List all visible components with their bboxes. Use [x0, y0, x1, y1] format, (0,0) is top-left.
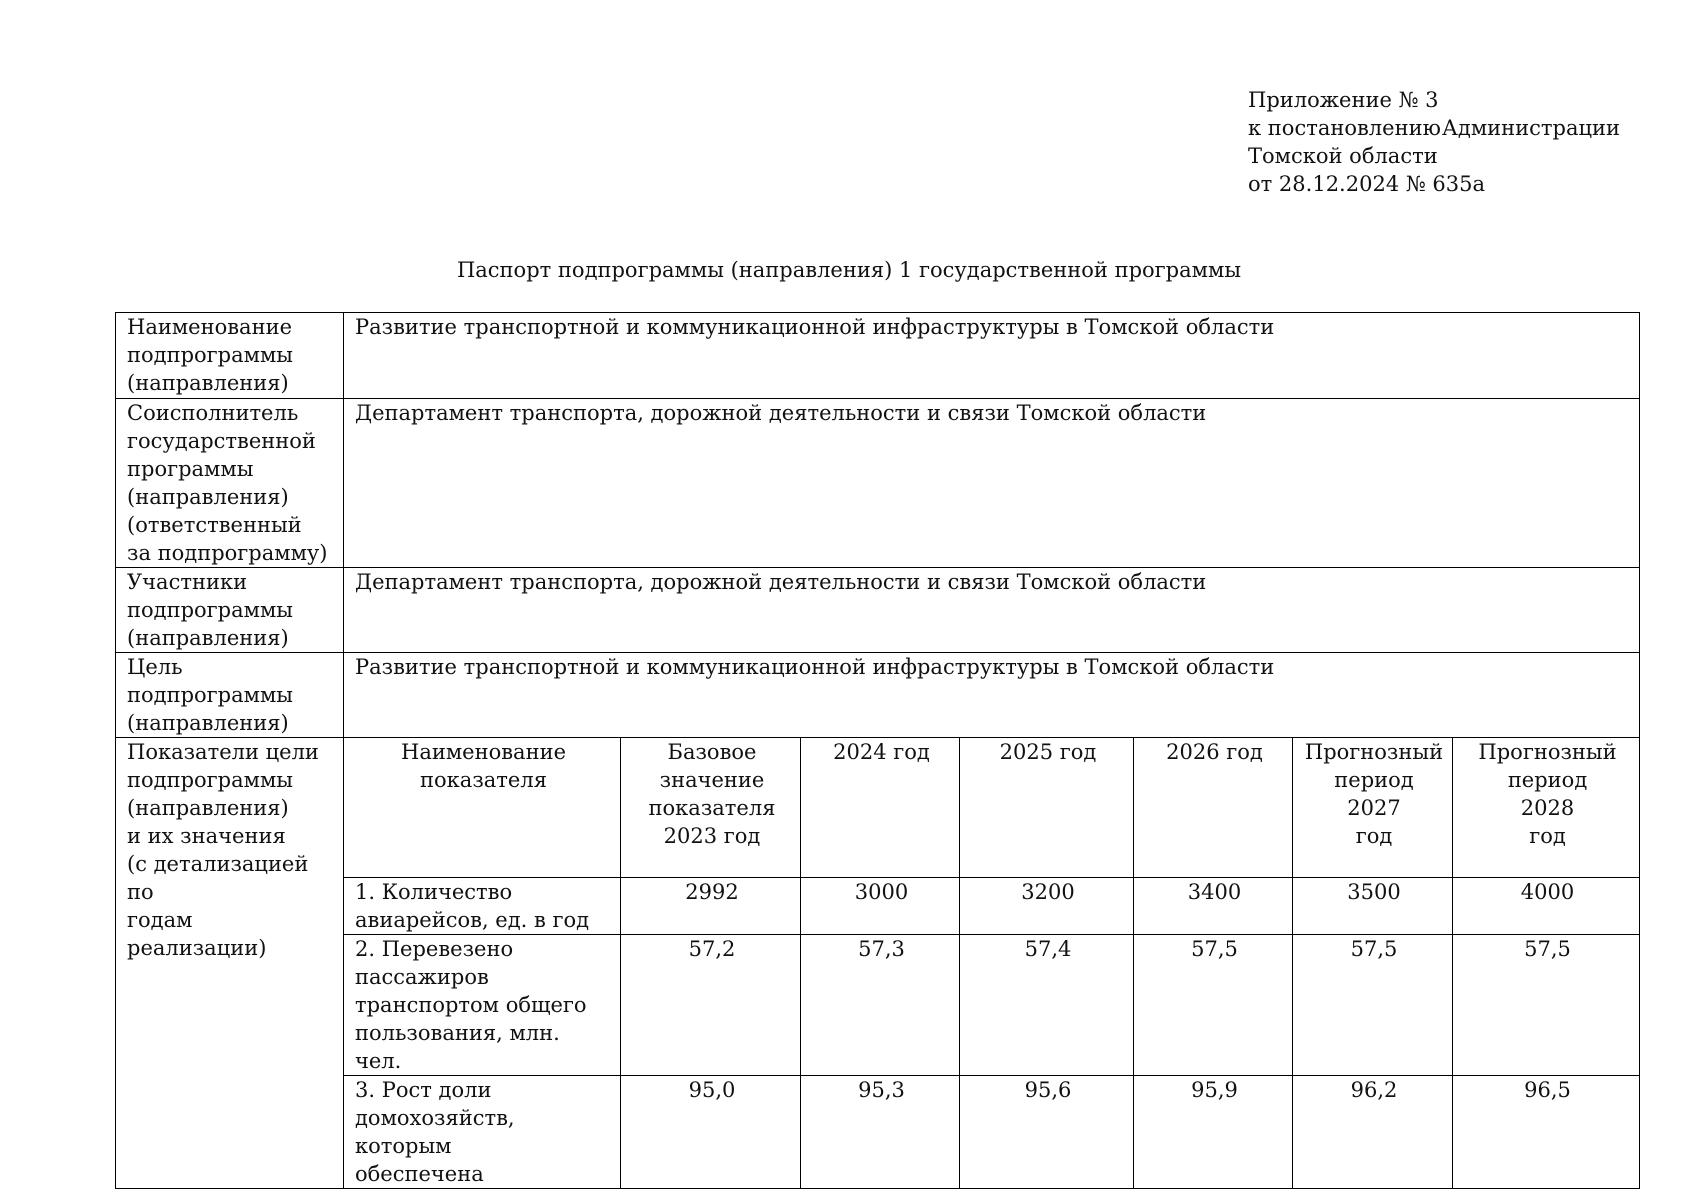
indicator-value: 3500: [1293, 878, 1453, 935]
header-year-2024: 2024 год: [801, 738, 960, 878]
indicator-value: 3000: [801, 878, 960, 935]
indicator-value: 57,5: [1134, 935, 1293, 1076]
table-row: [116, 935, 1640, 1076]
header-forecast-2028: Прогнозный период 2028 год: [1453, 738, 1640, 878]
indicator-value: 95,0: [621, 1076, 801, 1189]
passport-table: [115, 312, 1640, 1189]
indicator-value: 57,5: [1453, 935, 1640, 1076]
appendix-number: Приложение № 3: [1248, 88, 1439, 112]
indicator-value: 95,6: [960, 1076, 1134, 1189]
table-row: [116, 1076, 1640, 1189]
table-row: [116, 878, 1640, 935]
indicator-value: 57,3: [801, 935, 960, 1076]
document-title: Паспорт подпрограммы (направления) 1 государственной программы: [456, 258, 1242, 282]
header-indicator-name: Наименование показателя: [344, 738, 621, 878]
indicator-value: 3400: [1134, 878, 1293, 935]
goal-label: Цель подпрограммы (направления): [116, 653, 344, 738]
indicator-value: 4000: [1453, 878, 1640, 935]
header-base-value: Базовое значение показателя 2023 год: [621, 738, 801, 878]
indicator-name: 1. Количество авиарейсов, ед. в год: [344, 878, 621, 935]
indicators-header-row: [116, 738, 1640, 878]
indicators-label: Показатели цели подпрограммы (направления) и их значения (с детализацией по годам реализации): [116, 738, 344, 1189]
appendix-decree-left: к постановлению: [1248, 116, 1441, 140]
indicator-value: 57,4: [960, 935, 1134, 1076]
header-year-2026: 2026 год: [1134, 738, 1293, 878]
indicator-value: 96,5: [1453, 1076, 1640, 1189]
participants-label: Участники подпрограммы (направления): [116, 568, 344, 653]
subprogram-name-label: Наименование подпрограммы (направления): [116, 313, 344, 399]
indicator-value: 95,9: [1134, 1076, 1293, 1189]
indicator-value: 95,3: [801, 1076, 960, 1189]
header-forecast-2027: Прогнозный период 2027 год: [1293, 738, 1453, 878]
participants-value: Департамент транспорта, дорожной деятельности и связи Томской области: [344, 568, 1640, 653]
row-goal: [116, 653, 1640, 738]
appendix-decree-right: Администрации: [1442, 116, 1620, 140]
indicator-name: 2. Перевезено пассажиров транспортом общего пользования, млн. чел.: [344, 935, 621, 1076]
indicator-value: 96,2: [1293, 1076, 1453, 1189]
header-year-2025: 2025 год: [960, 738, 1134, 878]
indicator-value: 57,2: [621, 935, 801, 1076]
coexecutor-label: Соисполнитель государственной программы (направления) (ответственный за подпрограмму): [116, 399, 344, 568]
row-coexecutor: [116, 399, 1640, 568]
appendix-region: Томской области: [1248, 144, 1438, 168]
indicator-value: 57,5: [1293, 935, 1453, 1076]
indicator-name: 3. Рост доли домохозяйств, которым обеспечена: [344, 1076, 621, 1189]
indicator-value: 3200: [960, 878, 1134, 935]
indicator-value: 2992: [621, 878, 801, 935]
goal-value: Развитие транспортной и коммуникационной инфраструктуры в Томской области: [344, 653, 1640, 738]
subprogram-name-value: Развитие транспортной и коммуникационной инфраструктуры в Томской области: [344, 313, 1640, 399]
coexecutor-value: Департамент транспорта, дорожной деятельности и связи Томской области: [344, 399, 1640, 568]
row-participants: [116, 568, 1640, 653]
row-subprogram-name: [116, 313, 1640, 399]
appendix-date: от 28.12.2024 № 635а: [1248, 172, 1485, 196]
appendix-block: [1248, 86, 1620, 198]
appendix-decree-line: [1248, 114, 1620, 142]
